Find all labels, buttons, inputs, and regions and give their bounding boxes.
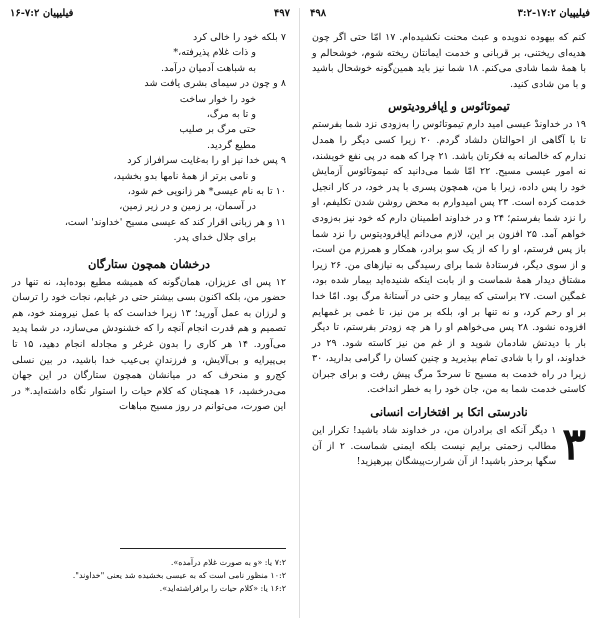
poem-line: ۱۱ و هر زبانی اقرار کند که عیسی مسیح 'خداوند' است، <box>64 216 286 228</box>
right-page <box>300 0 600 626</box>
poem-line: و نامی برتر از همهٔ نامها بدو بخشید، <box>113 170 256 182</box>
section-heading-stars: درخشان همچون ستارگان <box>87 256 211 271</box>
left-running-title: فیلیپیان ۷:۲-۱۶ <box>10 8 74 19</box>
poem-line: مطیع گردید. <box>207 139 256 151</box>
right-section1-text: ۱۹ در خداوندْ عیسی امید دارم تیموتائوس را به‌زودی نزد شما بفرستم تا با آگاهی از احوالتان دلشاد گردم. ۲۰ زیرا کسی دیگر را همدل ندارم که خالصانه به فکرتان باشد. ۲۱ چرا که همه در پی نفع خویشند، نه امور عیسی مسیح. ۲۲ امّا شما می‌دانید که تیموتائوس آزمایش خود را پس داده، زیرا با من، همچون پسری با پدر خود، در کار انجیل خدمت کرده است. ۲۳ پس امیدوارم به محض روشن شدن تکلیفم، او را نزد شما بفرستم؛ ۲۴ و در خداوند اطمینان دارم که خود نیز به‌زودی خواهم آمد. ۲۵ افزون بر این، لازم می‌دانم اِپافرودیتوس را نزد شما باز پس فرستم، او را که از یک سو برادر، همکار و همرزم من است، و از سوی دیگر، فرستادهٔ شما برای رسیدگی به نیازهای من. ۲۶ زیرا مشتاق دیدار همهٔ شماست و از بابت اینکه شنیده‌اید بیمار شده بود، غمگین است. ۲۷ براستی که بیمار و حتی در آستانهٔ مرگ بود. امّا خدا بر او رحم کرد، و نه تنها بر او، بلکه بر من نیز، تا غمی بر غمهایم افزوده نشود. ۲۸ پس می‌خواهم او را هر چه زودتر بفرستم، تا دیگر بار با دیدنش شادمان شوید و از غم من نیز کاسته شود. ۲۹ در خداوند، او را با شادی تمام بپذیرید و چنین کسان را گرامی بدارید، ۳۰ زیرا در راه خدمت به مسیح تا سرحدّ مرگ پیش رفت و برای جبران کاستی خدمت شما به من، جان خود را به خطر انداخت. <box>312 119 587 396</box>
chapter-3-text: ۱ دیگر آنکه ای برادران من، در خداوند شاد باشید! تکرار این مطالب زحمتی برایم نیست بلکه ایمنی شماست. ۲ از آن سگها برحذر باشید! از آن شرارت‌پیشگان بپرهیزید! <box>312 425 557 468</box>
right-column <box>312 30 586 470</box>
poem-line: ۸ و چون در سیمای بشری یافت شد <box>144 78 286 90</box>
left-body-text: ۱۲ پس ای عزیزان، همان‌گونه که همیشه مطیع بوده‌اید، نه تنها در حضور من، بلکه اکنون بسی بیشتر حتی در غیابم، نجات خود را ترسان و لرزان به عمل آورید؛ ۱۳ زیرا خداست که با عمل نیرومند خود، هم تصمیم و هم قدرت انجام آنچه را که خشنودش می‌سازد، در شما پدید می‌آورد. ۱۴ هر کاری را بدون غرغر و مجادله انجام دهید، ۱۵ تا بی‌پیرایه و بی‌آلایش، و فرزندانِ بی‌عیب خدا باشید، در بین نسلی کج‌رو و منحرف که در میانشان همچون ستارگان در این جهان می‌درخشید، ۱۶ همچنان که کلام حیات را استوار نگاه داشته‌اید.* در این صورت، می‌توانم در روز مسیح مباهات <box>12 276 286 413</box>
left-column <box>12 30 286 415</box>
poem-line: و ذات غلام پذیرفته،* <box>173 47 256 59</box>
right-page-number: ۴۹۸ <box>310 8 327 19</box>
poem-line: در آسمان، بر زمین و در زیر زمین، <box>119 201 256 213</box>
poem-line: برای جلال خدای پدر. <box>173 232 256 244</box>
poem-line: ۷ بلکه خود را خالی کرد <box>192 32 286 43</box>
footnote-2: ۱۰:۲ منظور نامی است که به عیسی بخشیده شد یعنی "خداوند". <box>72 571 286 580</box>
footnotes <box>20 556 286 595</box>
chapter-number: ۳ <box>562 419 586 471</box>
poem-line: و تا به مرگ، <box>206 109 256 121</box>
hymn-poem <box>12 30 286 246</box>
poem-line: ۱۰ تا به نام عیسی* هر زانویی خم شود، <box>127 186 286 198</box>
poem-line: ۹ پس خدا نیز او را به‌غایت سرافراز کرد <box>127 155 286 167</box>
poem-line: خود را خوار ساخت <box>179 93 256 105</box>
section-heading-timothy: تیموتائوس و اِپافرودیتوس <box>388 99 510 114</box>
footnote-rule <box>120 548 286 549</box>
left-page-number: ۴۹۷ <box>273 8 290 19</box>
chapter-3-block <box>312 419 586 471</box>
poem-line: حتی مرگ بر صلیب <box>179 124 256 136</box>
right-running-title: فیلیپیان ۱۷:۲-۳:۲ <box>517 8 590 19</box>
left-running-head <box>10 6 290 24</box>
poem-line: به شباهت آدمیان درآمد. <box>160 62 256 74</box>
right-intro-text: کنم که بیهوده ندویده و عبث محنت نکشیده‌ام. ۱۷ امّا حتی اگر چون هدیه‌ای ریختنی، بر قربانی و خدمت ایمانتان ریخته شوم، خوشحالم و با همهٔ شما شادی می‌کنم. ۱۸ شما نیز باید همین‌گونه خوشحال باشید و با من شادی کنید. <box>312 32 586 90</box>
footnote-3: ۱۶:۲ یا: «کلام حیات را برافراشته‌اید». <box>159 584 286 593</box>
right-running-head <box>310 6 590 24</box>
section-heading-confidence: نادرستی اتکا بر افتخارات انسانی <box>370 405 528 420</box>
footnote-1: ۷:۲ یا: «و به صورت غلام درآمده». <box>170 558 286 567</box>
